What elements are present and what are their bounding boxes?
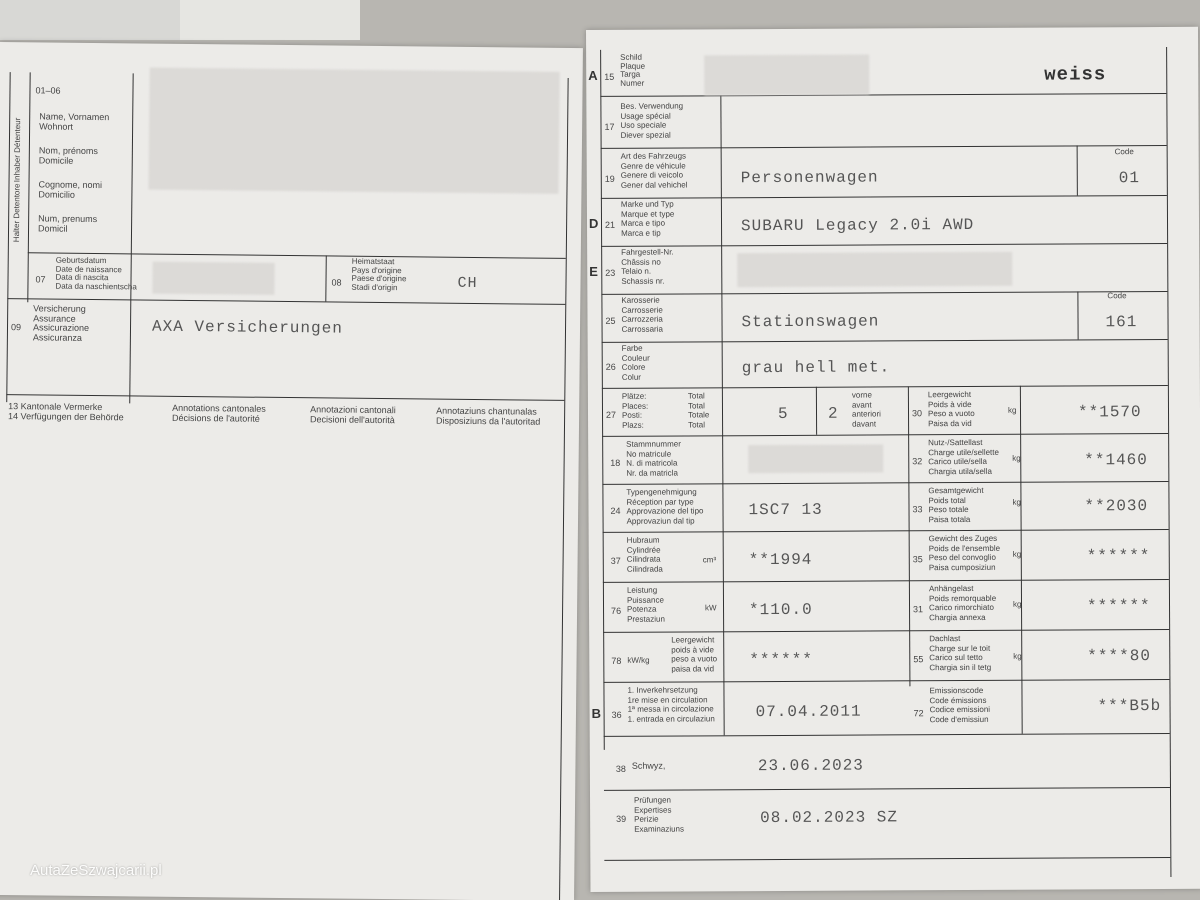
field-number: 17 <box>604 121 615 132</box>
field-01-06-label: 01–06 <box>35 85 61 96</box>
name-label-fr: Nom, prénoms Domicile <box>38 145 98 166</box>
divider <box>6 394 564 401</box>
divider <box>1020 386 1023 734</box>
displacement-label: Hubraum Cylindrée Cilindrata Cilindrada <box>626 535 663 574</box>
divider <box>602 339 1168 343</box>
redacted-plate-number <box>704 55 869 96</box>
origin-label: Heimatstaat Pays d'origine Paese d'origine Stadi d'origin <box>351 256 407 292</box>
power-label: Leistung Puissance Potenza Prestaziun <box>626 585 665 624</box>
divider <box>603 679 1169 683</box>
field-number: 33 <box>912 504 923 515</box>
field-number: 18 <box>610 457 621 468</box>
matricule-label: Stammnummer No matricule N. di matricola Nr. da matricla <box>626 439 681 478</box>
holder-side-label: Inhaber Détenteur <box>12 117 23 183</box>
divider <box>602 385 1168 389</box>
divider <box>7 298 565 305</box>
field-number: 09 <box>10 322 22 333</box>
field-number: 38 <box>615 763 626 774</box>
trailer-load-label: Anhängelast Poids remorquable Carico rimorchiato Chargia annexa <box>928 583 997 622</box>
section-letter-a: A <box>588 67 598 83</box>
divider <box>720 95 724 735</box>
divider <box>604 857 1170 861</box>
redacted-name <box>148 68 559 194</box>
annotations-rm: Annotaziuns chantunalas Disposiziuns da l'autoritad <box>436 405 541 427</box>
divider <box>604 733 1170 737</box>
total-weight-value: **2030 <box>1084 497 1149 516</box>
kw-per-kg-label: kW/kg <box>627 655 650 665</box>
vehicle-type-code: 01 <box>1118 169 1141 188</box>
inspection-value: 08.02.2023 SZ <box>760 808 899 828</box>
displacement-value: **1994 <box>748 550 813 570</box>
field-number: 78 <box>611 655 622 666</box>
color-label: Farbe Couleur Colore Colur <box>621 343 650 382</box>
section-letter-d: D <box>588 215 599 231</box>
seats-front-label: vorne avant anteriori davant <box>851 390 881 429</box>
kg-unit: kg <box>1012 453 1021 463</box>
field-number: 72 <box>913 708 924 719</box>
body-label: Karosserie Carrosserie Carrozzeria Carrossaria <box>621 295 663 334</box>
kw-unit: kW <box>705 603 717 613</box>
insurance-value: AXA Versicherungen <box>151 317 343 338</box>
field-number: 26 <box>605 361 616 372</box>
divider <box>602 433 1168 437</box>
body-value: Stationswagen <box>741 312 880 332</box>
make-value: SUBARU Legacy 2.0i AWD <box>740 215 975 236</box>
divider <box>1077 291 1078 339</box>
divider <box>601 195 1167 199</box>
annotations-it: Annotazioni cantonali Decisioni dell'autorità <box>310 404 396 425</box>
divider <box>27 72 30 302</box>
name-label-it: Cognome, nomi Domicilio <box>38 179 103 200</box>
field-number: 07 <box>35 274 46 285</box>
train-weight-label: Gewicht des Zuges Poids de l'ensemble Peso del convoglio Paisa cumposiziun <box>928 533 1001 572</box>
cm3-unit: cm³ <box>702 555 717 565</box>
kg-unit: kg <box>1012 497 1021 507</box>
divider <box>601 145 1167 149</box>
redacted-matricule <box>748 444 883 473</box>
divider <box>908 386 911 686</box>
approval-label: Typengenehmigung Réception par type Approvazione del tipo Approvaziun dal tip <box>626 487 704 526</box>
seats-front-value: 2 <box>827 404 839 423</box>
emission-code-label: Emissionscode Code émissions Codice emissioni Code d'emissiun <box>929 685 991 724</box>
field-number: 19 <box>604 173 615 184</box>
roof-load-value: ****80 <box>1087 647 1151 666</box>
field-number: 55 <box>913 654 924 665</box>
payload-value: **1460 <box>1084 451 1148 470</box>
field-number: 27 <box>605 409 617 420</box>
inspection-label: Prüfungen Expertises Perizie Examinaziuns <box>634 795 685 834</box>
vehicle-type-label: Art des Fahrzeugs Genre de véhicule Genere di veicolo Gener dal vehichel <box>620 151 688 190</box>
authority-decisions-label: 14 Verfügungen der Behörde <box>8 411 124 423</box>
trailer-load-value: ****** <box>1086 597 1151 616</box>
divider <box>1077 145 1078 195</box>
code-label: Code <box>1107 291 1127 301</box>
divider <box>603 579 1169 583</box>
empty-weight-value: **1570 <box>1077 403 1142 422</box>
train-weight-value: ****** <box>1086 547 1151 566</box>
chassis-label: Fahrgestell-Nr. Châssis no Telaio n. Schassis nr. <box>621 247 674 286</box>
insurance-label: Versicherung Assurance Assicurazione Assicuranza <box>32 303 90 343</box>
field-number: 08 <box>331 277 342 288</box>
redacted-area <box>0 0 180 40</box>
divider <box>601 243 1167 247</box>
seats-total-label: Total Total Totale Total <box>687 391 710 429</box>
field-number: 25 <box>605 315 616 326</box>
divider <box>1166 47 1171 877</box>
empty-weight-label: Leergewicht Poids à vide Peso a vuoto Paisa da vid <box>927 389 975 428</box>
kg-unit: kg <box>1012 549 1022 559</box>
payload-label: Nutz-/Sattellast Charge utile/sellette Carico utile/sella Chargia utila/sella <box>928 437 999 476</box>
field-number: 36 <box>611 709 622 720</box>
vehicle-page <box>586 27 1200 892</box>
field-number: 39 <box>616 813 627 824</box>
field-number: 24 <box>610 505 621 516</box>
name-label-de: Name, Vornamen Wohnort <box>39 111 110 132</box>
divider <box>816 387 817 435</box>
divider <box>325 255 326 301</box>
field-number: 31 <box>913 604 924 615</box>
roof-load-label: Dachlast Charge sur le toit Carico sul tetto Chargia sin il tetg <box>929 634 992 672</box>
divider <box>604 787 1170 791</box>
field-number: 21 <box>604 219 616 230</box>
name-label-rm: Num, prenums Domicil <box>38 213 98 234</box>
background-paper <box>0 0 360 40</box>
birth-date-label: Geburtsdatum Date de naissance Data di nascita Data da naschientscha <box>55 255 137 291</box>
origin-value: CH <box>457 274 478 293</box>
divider <box>559 78 569 900</box>
section-letter-b: B <box>591 705 602 721</box>
field-number: 35 <box>912 554 923 565</box>
approval-value: 1SC7 13 <box>748 500 823 520</box>
seats-total-value: 5 <box>777 404 789 423</box>
make-label: Marke und Typ Marque et type Marca e tipo Marca e tip <box>620 199 675 238</box>
divider <box>129 73 133 403</box>
section-letter-e: E <box>589 263 598 279</box>
field-number: 30 <box>911 408 923 419</box>
special-use-label: Bes. Verwendung Usage spécial Uso speciale Diever spezial <box>620 101 684 140</box>
divider <box>601 291 1167 295</box>
field-number: 37 <box>610 555 621 566</box>
total-weight-label: Gesamtgewicht Poids total Peso totale Paisa totala <box>928 485 984 524</box>
divider <box>600 50 605 750</box>
holder-page <box>0 42 583 900</box>
divider <box>602 481 1168 485</box>
kg-unit: kg <box>1012 599 1022 609</box>
plate-label: Schild Plaque Targa Numer <box>620 52 646 88</box>
divider <box>6 72 10 402</box>
annotations-fr: Annotations cantonales Décisions de l'autorité <box>172 402 266 424</box>
holder-side-label: Halter Detentore <box>11 183 22 243</box>
redacted-chassis-number <box>737 252 1012 287</box>
divider <box>603 529 1169 533</box>
kg-unit: kg <box>1007 405 1017 415</box>
field-number: 32 <box>912 456 923 467</box>
field-number: 15 <box>604 71 615 82</box>
first-registration-label: 1. Inverkehrsetzung 1re mise en circulation 1ª messa in circolazione 1. entrada en circulaziun <box>627 685 715 724</box>
divider <box>603 629 1169 633</box>
seats-label: Plätze: Places: Posti: Plazs: <box>621 391 649 430</box>
field-number: 23 <box>605 267 616 278</box>
body-code: 161 <box>1105 313 1138 332</box>
emission-code-value: ***B5b <box>1097 696 1162 716</box>
vehicle-type-value: Personenwagen <box>740 168 879 188</box>
redacted-birth-date <box>152 262 274 295</box>
issue-date-value: 23.06.2023 <box>757 756 864 776</box>
power-value: *110.0 <box>748 600 813 620</box>
divider <box>600 93 1166 97</box>
watermark: AutaZeSzwajcarii.pl <box>30 862 162 879</box>
code-label: Code <box>1114 147 1134 157</box>
kw-per-kg-sub-label: Leergewicht poids à vide peso a vuoto paisa da vid <box>671 635 718 674</box>
field-number: 76 <box>611 605 622 616</box>
color-value: grau hell met. <box>741 358 891 378</box>
kg-unit: kg <box>1013 651 1022 661</box>
cantonal-notes-label: 13 Kantonale Vermerke <box>8 401 103 413</box>
first-registration-value: 07.04.2011 <box>755 702 862 722</box>
kw-per-kg-value: ****** <box>749 650 813 670</box>
place-label: Schwyz, <box>631 760 666 771</box>
plate-color-value: weiss <box>1044 63 1107 86</box>
